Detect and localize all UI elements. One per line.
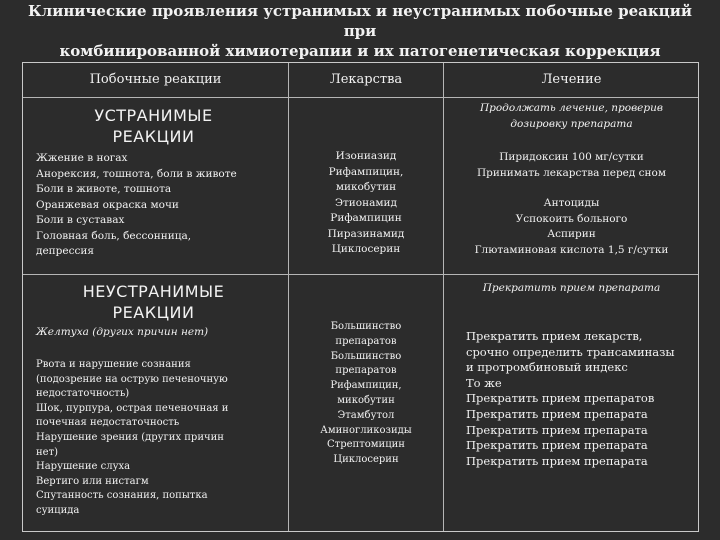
list-item: Этионамид (334, 196, 398, 209)
removable-treatment-note (444, 101, 699, 132)
list-item: срочно определить трансаминазы (466, 344, 675, 359)
list-item: Этамбутол (337, 409, 395, 421)
section-divider (23, 274, 698, 275)
list-item: Оранжевая окраска мочи (36, 198, 179, 211)
list-item: микобутин (337, 394, 395, 406)
list-item: Нарушение зрения (других причин (36, 431, 224, 443)
list-item: Прекратить прием препарата (466, 422, 648, 437)
slide-title-line-1: Клинические проявления устранимых и неустранимых побочные реакций при (27, 2, 693, 40)
removable-heading-line-1: УСТРАНИМЫЕ (94, 106, 213, 125)
list-item: недостаточность) (36, 388, 130, 400)
list-item: почечная недостаточность (36, 417, 180, 429)
list-item: Большинство (330, 321, 402, 332)
list-item: Изониазид (335, 150, 397, 162)
slide-title-line-2: комбинированной химиотерапии и их патогенетическая коррекция (59, 42, 661, 60)
list-item: Рифампицин, (328, 165, 404, 178)
irremovable-symptoms-list (36, 358, 286, 519)
list-item: То же (466, 375, 502, 390)
list-item: Вертиго или нистагм (36, 475, 149, 487)
list-item: Аспирин (547, 228, 596, 240)
removable-treatment-note-line-1: Продолжать лечение, проверив (479, 102, 663, 114)
list-item: Циклосерин (333, 454, 399, 466)
list-item: Жжение в ногах (36, 152, 128, 164)
irremovable-treatment-note: Прекратить прием препарата (482, 282, 661, 294)
list-item: Рифампицин, (330, 380, 402, 392)
header-drugs: Лекарства (329, 72, 403, 87)
list-item: депрессия (36, 245, 94, 257)
removable-drugs-list (289, 149, 443, 258)
removable-treatments-b (444, 196, 699, 258)
list-item: Нарушение слуха (36, 461, 131, 473)
list-item: Глютаминовая кислота 1,5 г/сутки (474, 243, 669, 256)
list-item: Прекратить прием препарата (466, 453, 648, 468)
list-item: Анорексия, тошнота, боли в животе (36, 167, 237, 180)
list-item: Антоциды (543, 197, 600, 209)
list-item: препаратов (335, 365, 397, 377)
removable-heading-line-2: РЕАКЦИИ (112, 127, 195, 146)
side-effects-table (22, 62, 699, 532)
irremovable-treatments-list (466, 329, 698, 469)
list-item: Пиридоксин 100 мг/сутки (499, 151, 644, 163)
list-item: суицида (36, 504, 80, 516)
list-item: Успокоить больного (515, 212, 628, 225)
list-item: нет) (36, 446, 59, 458)
list-item: Спутанность сознания, попытка (36, 490, 208, 502)
list-item: Боли в суставах (36, 214, 125, 226)
list-item: Прекратить прием препаратов (466, 391, 655, 406)
removable-treatment-note-line-2: дозировку препарата (510, 117, 633, 130)
list-item: Рифампицин (330, 212, 402, 224)
list-item: Головная боль, бессонница, (36, 229, 192, 242)
removable-heading (41, 105, 266, 147)
list-item: Боли в животе, тошнота (36, 183, 172, 195)
list-item: Рвота и нарушение сознания (36, 359, 191, 370)
list-item: препаратов (335, 335, 397, 347)
header-treatment: Лечение (541, 72, 602, 87)
list-item: (подозрение на острую печеночную (36, 373, 228, 385)
removable-symptoms-list (36, 151, 286, 260)
list-item: Большинство (330, 350, 402, 362)
list-item: Аминогликозиды (320, 424, 412, 436)
list-item: Прекратить прием препарата (466, 438, 648, 453)
list-item: микобутин (335, 181, 397, 193)
list-item: Принимать лекарства перед сном (476, 166, 667, 179)
irremovable-drugs-list (289, 320, 443, 468)
list-item: Прекратить прием препарата (466, 406, 648, 421)
list-item: и протромбиновый индекс (466, 360, 628, 375)
list-item: Прекратить прием лекарств, (466, 329, 643, 343)
irremovable-heading (41, 281, 266, 323)
list-item: Стрептомицин (327, 439, 405, 451)
list-item: Шок, пурпура, острая печеночная и (36, 402, 229, 414)
irremovable-heading-line-2: РЕАКЦИИ (112, 303, 195, 322)
list-item: Пиразинамид (327, 227, 405, 240)
header-side-effects: Побочные реакции (89, 72, 222, 87)
column-divider-2 (443, 63, 444, 531)
removable-treatments-a (444, 150, 699, 181)
irremovable-symptom-jaundice: Желтуха (других причин нет) (36, 326, 209, 338)
slide-title (20, 1, 700, 61)
irremovable-heading-line-1: НЕУСТРАНИМЫЕ (82, 282, 225, 301)
list-item: Циклосерин (331, 243, 401, 255)
header-divider (23, 97, 698, 98)
